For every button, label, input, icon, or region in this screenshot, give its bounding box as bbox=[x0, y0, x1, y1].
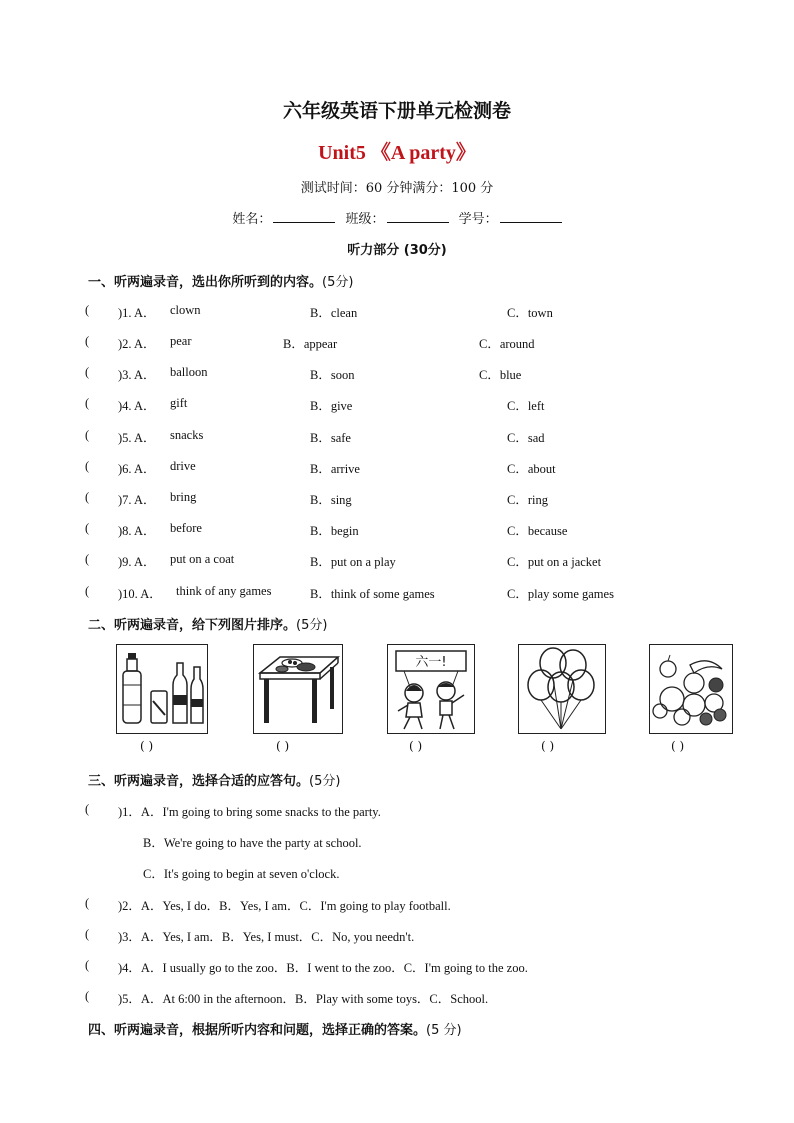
fruit-icon bbox=[650, 645, 732, 733]
option-a: balloon bbox=[170, 365, 208, 379]
option-b: B．think of some games bbox=[310, 587, 435, 601]
page-title: 六年级英语下册单元检测卷 bbox=[282, 100, 511, 122]
table-with-food-icon bbox=[254, 645, 342, 733]
option-a: put on a coat bbox=[170, 552, 235, 566]
option-c: C．about bbox=[507, 462, 556, 476]
option-c: C．blue bbox=[479, 368, 522, 382]
id-label: 学号： bbox=[458, 212, 498, 227]
picture-childrens-day bbox=[387, 644, 475, 734]
answer-paren[interactable]: ( bbox=[85, 584, 90, 598]
answer-paren[interactable]: ( bbox=[85, 459, 90, 473]
section2-points: (5分) bbox=[296, 618, 328, 633]
option-c: C．put on a jacket bbox=[507, 555, 602, 569]
option-b: B．safe bbox=[310, 431, 351, 445]
class-field[interactable] bbox=[387, 208, 449, 223]
answer-paren[interactable]: ( bbox=[85, 303, 90, 317]
section1-title bbox=[88, 271, 353, 290]
picture-order-blank[interactable]: ( ) bbox=[276, 739, 290, 753]
picture-fruit bbox=[649, 644, 733, 734]
answer-paren[interactable]: ( bbox=[85, 989, 90, 1003]
option-c: C．around bbox=[479, 337, 535, 351]
option-c: C．ring bbox=[507, 493, 548, 507]
section4-title-text: 四、听两遍录音，根据所听内容和问题，选择正确的答案。 bbox=[88, 1023, 427, 1038]
section2-title-text: 二、听两遍录音，给下列图片排序。 bbox=[88, 618, 297, 633]
drinks-icon bbox=[117, 645, 207, 733]
section2-title bbox=[88, 614, 327, 633]
listening-header: 听力部分 (30分) bbox=[347, 243, 447, 258]
answer-paren[interactable]: ( bbox=[85, 927, 90, 941]
option-c: C．left bbox=[507, 399, 545, 413]
option-b: B．sing bbox=[310, 493, 352, 507]
option-c: C．because bbox=[507, 524, 568, 538]
question-number: )9. A． bbox=[118, 555, 156, 569]
option-a: gift bbox=[170, 396, 188, 410]
section3-q1: )1．A．I'm going to bring some snacks to the party. bbox=[118, 805, 381, 819]
option-a: think of any games bbox=[176, 584, 272, 598]
question-number: )10. A． bbox=[118, 587, 162, 601]
picture-balloons bbox=[518, 644, 606, 734]
answer-paren[interactable]: ( bbox=[85, 396, 90, 410]
question-number: )3. A． bbox=[118, 368, 156, 382]
sign-text: 六一! bbox=[415, 655, 447, 670]
section3-q1-option-b: B．We're going to have the party at school. bbox=[143, 836, 362, 850]
section4-title bbox=[88, 1019, 462, 1038]
question-number: )4. A． bbox=[118, 399, 156, 413]
option-b: B．begin bbox=[310, 524, 359, 538]
picture-order-blank[interactable]: ( ) bbox=[541, 739, 555, 753]
answer-paren[interactable]: ( bbox=[85, 365, 90, 379]
answer-paren[interactable]: ( bbox=[85, 334, 90, 348]
question-number: )1. A． bbox=[118, 306, 156, 320]
section1-points: (5分) bbox=[322, 275, 354, 290]
answer-paren[interactable]: ( bbox=[85, 490, 90, 504]
class-label: 班级： bbox=[345, 212, 385, 227]
question-number: )6. A． bbox=[118, 462, 156, 476]
children-day-icon bbox=[388, 645, 474, 733]
name-field[interactable] bbox=[273, 208, 335, 223]
balloons-icon bbox=[519, 645, 605, 733]
option-c: C．play some games bbox=[507, 587, 614, 601]
answer-paren[interactable]: ( bbox=[85, 521, 90, 535]
question-number: )8. A． bbox=[118, 524, 156, 538]
answer-paren[interactable]: ( bbox=[85, 428, 90, 442]
option-c: C．sad bbox=[507, 431, 545, 445]
answer-paren[interactable]: ( bbox=[85, 896, 90, 910]
section3-title bbox=[88, 770, 340, 789]
picture-order-blank[interactable]: ( ) bbox=[409, 739, 423, 753]
option-a: drive bbox=[170, 459, 196, 473]
id-field[interactable] bbox=[500, 208, 562, 223]
name-label: 姓名： bbox=[232, 212, 272, 227]
question-number: )2. A． bbox=[118, 337, 156, 351]
option-a: snacks bbox=[170, 428, 204, 442]
answer-paren[interactable]: ( bbox=[85, 958, 90, 972]
student-info-row bbox=[0, 208, 794, 227]
section3-q3: )3．A．Yes, I am．B．Yes, I must．C．No, you needn't. bbox=[118, 930, 415, 944]
option-b: B．put on a play bbox=[310, 555, 396, 569]
section3-q1-option-c: C．It's going to begin at seven o'clock. bbox=[143, 867, 340, 881]
option-b: B．clean bbox=[310, 306, 358, 320]
option-c: C．town bbox=[507, 306, 553, 320]
section3-points: (5分) bbox=[309, 774, 341, 789]
section1-title-text: 一、听两遍录音，选出你所听到的内容。 bbox=[88, 275, 323, 290]
picture-drinks bbox=[116, 644, 208, 734]
section3-q5: )5．A．At 6:00 in the afternoon．B．Play with some toys．C．School. bbox=[118, 992, 489, 1006]
option-b: B．arrive bbox=[310, 462, 360, 476]
option-a: bring bbox=[170, 490, 197, 504]
section4-points: (5 分) bbox=[426, 1023, 462, 1038]
unit-subtitle: Unit5 《A party》 bbox=[318, 142, 476, 164]
picture-order-blank[interactable]: ( ) bbox=[671, 739, 685, 753]
picture-table bbox=[253, 644, 343, 734]
answer-paren[interactable]: ( bbox=[85, 552, 90, 566]
option-b: B．soon bbox=[310, 368, 355, 382]
option-a: clown bbox=[170, 303, 201, 317]
section3-q2: )2．A．Yes, I do．B．Yes, I am．C．I'm going to play football. bbox=[118, 899, 451, 913]
time-info: 测试时间：60 分钟满分：100 分 bbox=[300, 181, 494, 196]
section3-title-text: 三、听两遍录音，选择合适的应答句。 bbox=[88, 774, 310, 789]
option-a: before bbox=[170, 521, 202, 535]
option-b: B．give bbox=[310, 399, 353, 413]
option-a: pear bbox=[170, 334, 192, 348]
question-number: )5. A． bbox=[118, 431, 156, 445]
answer-paren[interactable]: ( bbox=[85, 802, 90, 816]
picture-order-blank[interactable]: ( ) bbox=[140, 739, 154, 753]
option-b: B．appear bbox=[283, 337, 338, 351]
question-number: )7. A． bbox=[118, 493, 156, 507]
section3-q4: )4．A．I usually go to the zoo．B．I went to the zoo．C．I'm going to the zoo. bbox=[118, 961, 528, 975]
